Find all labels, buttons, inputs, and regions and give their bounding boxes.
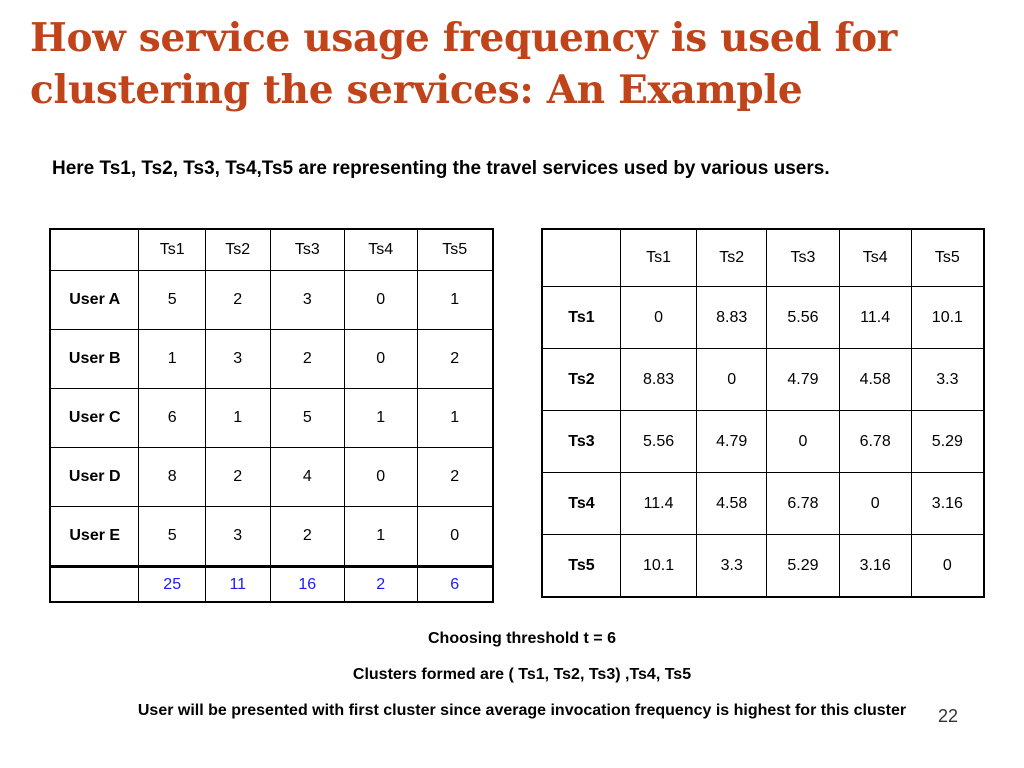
- row-header: Ts2: [542, 349, 620, 411]
- table-cell: 10.1: [620, 535, 696, 598]
- table-cell: 3.3: [697, 535, 767, 598]
- table-header-row: [50, 229, 493, 271]
- table-cell: 11.4: [839, 287, 911, 349]
- table-cell: 6.78: [767, 473, 839, 535]
- table-cell: 0: [911, 535, 984, 598]
- column-header: Ts3: [270, 229, 344, 271]
- table-cell: 4.58: [839, 349, 911, 411]
- total-cell: 2: [345, 567, 417, 603]
- table-cell: 5.29: [911, 411, 984, 473]
- table-cell: 4.79: [767, 349, 839, 411]
- table-cell: 5: [270, 389, 344, 448]
- presentation-note: User will be presented with first cluster since average invocation frequency is highest for this cluster: [137, 702, 907, 719]
- table-cell: 0: [345, 448, 417, 507]
- table-row: [542, 535, 984, 598]
- table-cell: 6.78: [839, 411, 911, 473]
- table-cell: 3: [205, 330, 270, 389]
- column-header: Ts2: [205, 229, 270, 271]
- table-cell: 4.58: [697, 473, 767, 535]
- table-cell: 1: [417, 271, 493, 330]
- table-cell: 3: [205, 507, 270, 567]
- table-cell: 1: [417, 389, 493, 448]
- row-header: Ts1: [542, 287, 620, 349]
- table-cell: 5.56: [767, 287, 839, 349]
- slide-title: [30, 12, 1010, 116]
- table-cell: 0: [417, 507, 493, 567]
- table-cell: 2: [205, 271, 270, 330]
- row-header: Ts5: [542, 535, 620, 598]
- row-header: User E: [50, 507, 139, 567]
- table-cell: 1: [139, 330, 206, 389]
- table-cell: 8.83: [697, 287, 767, 349]
- table-row: [542, 411, 984, 473]
- row-header: User A: [50, 271, 139, 330]
- table-cell: 5: [139, 271, 206, 330]
- table-cell: 5.29: [767, 535, 839, 598]
- usage-frequency-table: [49, 228, 494, 603]
- row-header: Ts3: [542, 411, 620, 473]
- column-header: Ts5: [911, 229, 984, 287]
- table-cell: 5.56: [620, 411, 696, 473]
- slide-title-line-2: clustering the services: An Example: [30, 67, 803, 113]
- total-cell: 6: [417, 567, 493, 603]
- table-cell: 4.79: [697, 411, 767, 473]
- total-cell: 25: [139, 567, 206, 603]
- row-header: User C: [50, 389, 139, 448]
- column-header: Ts1: [139, 229, 206, 271]
- table-row: [542, 473, 984, 535]
- table-cell: 3.16: [839, 535, 911, 598]
- row-header: User D: [50, 448, 139, 507]
- table-row: [50, 271, 493, 330]
- column-header: Ts5: [417, 229, 493, 271]
- table-cell: 2: [270, 330, 344, 389]
- table-cell: 0: [345, 330, 417, 389]
- table-cell: 0: [839, 473, 911, 535]
- table-cell: 3.16: [911, 473, 984, 535]
- distance-matrix-table: [541, 228, 985, 598]
- table-cell: 8.83: [620, 349, 696, 411]
- table-row: [542, 287, 984, 349]
- totals-label-cell: [50, 567, 139, 603]
- table-corner-cell: [50, 229, 139, 271]
- table-cell: 2: [205, 448, 270, 507]
- table-cell: 0: [767, 411, 839, 473]
- column-header: Ts4: [839, 229, 911, 287]
- table-corner-cell: [542, 229, 620, 287]
- table-cell: 11.4: [620, 473, 696, 535]
- table-cell: 2: [417, 330, 493, 389]
- column-header: Ts4: [345, 229, 417, 271]
- table-cell: 5: [139, 507, 206, 567]
- table-cell: 3: [270, 271, 344, 330]
- table-row: [50, 507, 493, 567]
- total-cell: 16: [270, 567, 344, 603]
- table-cell: 1: [345, 389, 417, 448]
- totals-row: [50, 567, 493, 603]
- column-header: Ts3: [767, 229, 839, 287]
- clusters-note: Clusters formed are ( Ts1, Ts2, Ts3) ,Ts4, Ts5: [352, 666, 692, 683]
- table-cell: 3.3: [911, 349, 984, 411]
- total-cell: 11: [205, 567, 270, 603]
- table-cell: 2: [417, 448, 493, 507]
- table-header-row: [542, 229, 984, 287]
- column-header: Ts1: [620, 229, 696, 287]
- table-row: [542, 349, 984, 411]
- column-header: Ts2: [697, 229, 767, 287]
- table-cell: 4: [270, 448, 344, 507]
- table-cell: 2: [270, 507, 344, 567]
- page-number: 22: [938, 706, 959, 726]
- table-cell: 1: [345, 507, 417, 567]
- row-header: Ts4: [542, 473, 620, 535]
- table-row: [50, 448, 493, 507]
- table-row: [50, 330, 493, 389]
- table-cell: 6: [139, 389, 206, 448]
- table-row: [50, 389, 493, 448]
- table-cell: 10.1: [911, 287, 984, 349]
- table-cell: 1: [205, 389, 270, 448]
- intro-text: Here Ts1, Ts2, Ts3, Ts4,Ts5 are representing the travel services used by various users.: [52, 158, 830, 179]
- slide-title-line-1: How service usage frequency is used for: [30, 15, 898, 61]
- table-cell: 0: [620, 287, 696, 349]
- threshold-note: Choosing threshold t = 6: [427, 630, 616, 647]
- table-cell: 0: [697, 349, 767, 411]
- table-cell: 8: [139, 448, 206, 507]
- table-cell: 0: [345, 271, 417, 330]
- row-header: User B: [50, 330, 139, 389]
